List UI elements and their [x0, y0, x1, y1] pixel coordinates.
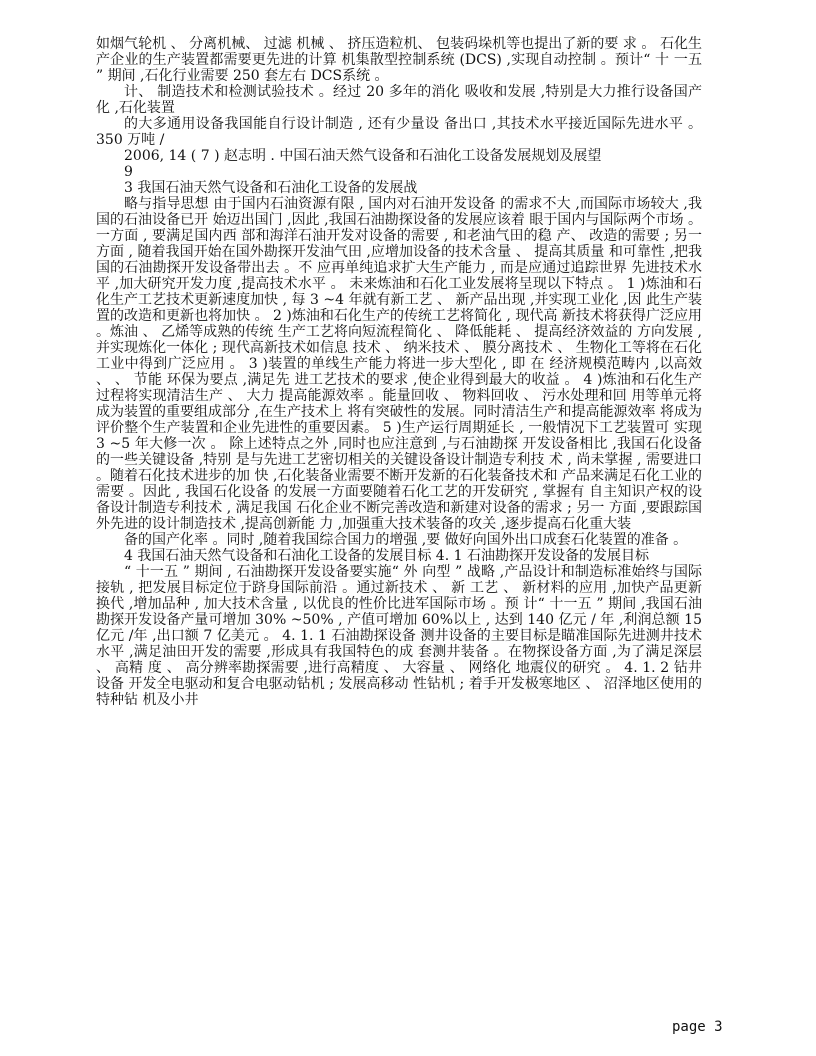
paragraph-design-tech: 计、 制造技术和检测试验技术 。经过 20 多年的消化 吸收和发展 ,特别是大力推行设备国产化 ,石化装置 — [96, 84, 702, 116]
paragraph-intro: 如烟气轮机 、 分离机械、 过滤 机械 、 挤压造粒机、 包装码垛机等也提出了新的要 求 。 石化生产企业的生产装置都需要更先进的计算 机集散型控制系统 (DCS) ,实现自动控制 。预计“ 十 一五 ” 期间 ,石化行业需要 250 套左右 DCS系统 。 — [96, 36, 707, 84]
section-heading-strategy: 3 我国石油天然气设备和石油化工设备的发展战 — [124, 180, 418, 196]
paragraph-goals: “ 十一五 ” 期间 , 石油勘探开发设备要实施“ 外 向型 ” 战略 ,产品设计和制造标准始终与国际接轨 , 把发展目标定位于跻身国际前沿 。通过新技术 、 新 工艺 、 新材料的应用 ,加快产品更新换代 ,增加品种 , 加大技术含量 , 以优良的性价比进军国际市场 。预 计“ 十一五 ” 期间 ,我国石油勘探开发设备产量可增加 30% ~50% , 产值可增加 60%以上 , 达到 140 亿元 / 年 ,利润总额 15 亿元 /年 ,出口额 7 亿美元 。 4. 1. 1 石油勘探设备 测井设备的主要目标是瞄准国际先进测井技术 水平 ,满足油田开发的需要 ,形成具有我国特色的成 套测井装备 。在物探设备方面 ,为了满足深层 、 高精 度 、 高分辨率勘探需要 ,进行高精度 、 大容量 、 网络化 地震仪的研究 。 4. 1. 2 钻井设备 开发全电驱动和复合电驱动钻机 ; 发展高移动 性钻机 ; 着手开发极寒地区 、 沼泽地区使用的特种钻 机及小井 — [96, 564, 707, 708]
document-body — [96, 36, 707, 708]
page-number: page 3 — [672, 1019, 723, 1035]
journal-header: 2006, 14 ( 7 ) 赵志明 . 中国石油天然气设备和石油化工设备发展规划及展望 — [124, 148, 602, 164]
journal-page-number: 9 — [124, 164, 133, 180]
paragraph-strategy: 略与指导思想 由于国内石油资源有限 , 国内对石油开发设备 的需求不大 ,而国际市场较大 ,我国的石油设备已开 始迈出国门 ,因此 ,我国石油勘探设备的发展应该着 眼于国内与国际两个市场 。一方面 , 要满足国内西 部和海洋石油开发对设备的需要 , 和老油气田的稳 产、 改造的需要 ; 另一方面 , 随着我国开始在国外勘探开发油气田 ,应增加设备的技术含量 、 提高其质量 和可靠性 ,把我国的石油勘探开发设备带出去 。不 应再单纯追求扩大生产能力 , 而是应通过追踪世界 先进技术水平 ,加大研究开发力度 ,提高技术水平 。 未来炼油和石化工业发展将呈现以下特点 。 1 )炼油和石化生产工艺技术更新速度加快 , 每 3 ~4 年就有新工艺 、 新产品出现 ,并实现工业化 ,因 此生产装置的改造和更新也将加快 。 2 )炼油和石化生产的传统工艺将简化 , 现代高 新技术将获得广泛应用 。炼油 、 乙烯等成熟的传统 生产工艺将向短流程简化 、 降低能耗 、 提高经济效益的 方向发展 ,并实现炼化一体化 ; 现代高新技术如信息 技术 、 纳米技术 、 膜分离技术 、 生物化工等将在石化 工业中得到广泛应用 。 3 )装置的单线生产能力将进一步大型化 , 即 在 经济规模范畴内 ,以高效 、 、 节能 环保为要点 ,满足先 进工艺技术的要求 ,使企业得到最大的收益 。 4 )炼油和石化生产过程将实现清洁生产 、 大力 提高能源效率 。能量回收 、 物料回收 、 污水处理和回 用等单元将成为装置的重要组成部分 ,在生产技术上 将有突破性的发展。同时清洁生产和提高能源效率 将成为评价整个生产装置和企业先进性的重要因素。 5 )生产运行周期延长 , 一般情况下工艺装置可 实现 3 ~5 年大修一次 。 除上述特点之外 ,同时也应注意到 ,与石油勘探 开发设备相比 ,我国石化设备的一些关键设备 ,特别 是与先进工艺密切相关的关键设备设计制造专利技 术 , 尚未掌握 , 需要进口 。随着石化技术进步的加 快 ,石化装备业需要不断开发新的石化装备技术和 产品来满足石化工业的需要 。因此 , 我国石化设备 的发展一方面要随着石化工艺的开发研究 , 掌握有 自主知识产权的设备设计制造专利技术 , 满足我国 石化企业不断完善改造和新建对设备的需求 ; 另一 方面 ,要跟踪国外先进的设计制造技术 ,提高创新能 力 ,加强重大技术装备的攻关 ,逐步提高石化重大装 — [96, 196, 707, 532]
paragraph-domestic-equipment: 的大多通用设备我国能自行设计制造 , 还有少量设 备出口 ,其技术水平接近国际先进水平 。 350 万吨 / — [96, 116, 707, 148]
paragraph-localization: 备的国产化率 。同时 ,随着我国综合国力的增强 ,要 做好向国外出口成套石化装置的准备 。 — [124, 532, 688, 548]
section-heading-goals: 4 我国石油天然气设备和石油化工设备的发展目标 4. 1 石油勘探开发设备的发展目标 — [124, 548, 649, 564]
